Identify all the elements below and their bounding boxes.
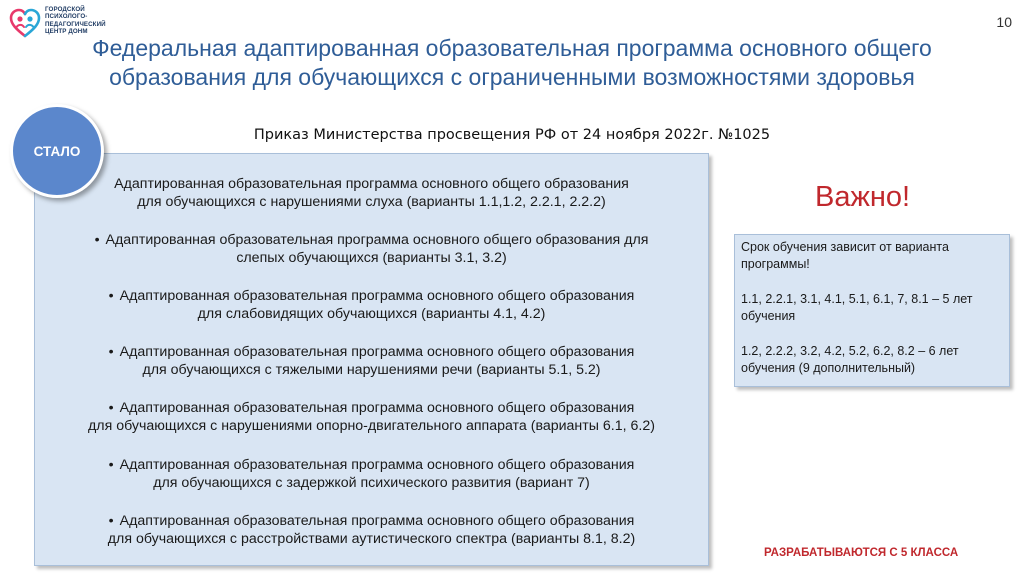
important-label: Важно! — [815, 181, 911, 213]
logo-line: ПЕДАГОГИЧЕСКИЙ — [45, 20, 106, 28]
programs-panel — [34, 153, 709, 566]
program-line-first — [43, 287, 700, 305]
now-badge — [10, 104, 104, 198]
heart-people-logo-icon — [8, 6, 42, 40]
program-item — [43, 456, 700, 492]
program-line: слепых обучающихся (варианты 3.1, 3.2) — [236, 250, 507, 266]
program-line: Адаптированная образовательная программа основного общего образования — [119, 344, 635, 360]
bullet: • — [108, 513, 114, 529]
info-paragraph: 1.1, 2.2.1, 3.1, 4.1, 5.1, 6.1, 7, 8.1 – 5 лет обучения — [741, 292, 973, 323]
program-line: Адаптированная образовательная программа основного общего образования — [119, 400, 635, 416]
program-item — [43, 175, 700, 211]
program-line-first — [43, 231, 700, 249]
program-line: для обучающихся с нарушениями опорно-двигательного аппарата (варианты 6.1, 6.2) — [88, 418, 655, 434]
info-paragraph: Срок обучения зависит от варианта программы! — [741, 240, 949, 271]
page-number: 10 — [996, 14, 1012, 30]
bullet: • — [108, 400, 114, 416]
logo-line: ПСИХОЛОГО- — [45, 13, 88, 21]
program-item — [43, 343, 700, 379]
bullet: • — [108, 344, 114, 360]
program-line-first — [43, 512, 700, 530]
slide-title: Федеральная адаптированная образовательная программа основного общего образования для обучающихся с ограниченными возможностями здоровья — [92, 35, 932, 90]
info-paragraph: 1.2, 2.2.2, 3.2, 4.2, 5.2, 6.2, 8.2 – 6 лет обучения (9 дополнительный) — [741, 344, 959, 375]
program-item — [43, 512, 700, 548]
bullet: • — [108, 457, 114, 473]
program-line: Адаптированная образовательная программа основного общего образования — [119, 288, 635, 304]
program-line: для обучающихся с тяжелыми нарушениями речи (варианты 5.1, 5.2) — [142, 362, 601, 378]
grade-footnote: РАЗРАБАТЫВАЮТСЯ С 5 КЛАССА — [764, 547, 959, 559]
program-line: Адаптированная образовательная программа основного общего образования — [119, 513, 635, 529]
program-line: для обучающихся с нарушениями слуха (варианты 1.1,1.2, 2.2.1, 2.2.2) — [137, 194, 606, 210]
order-subtitle: Приказ Министерства просвещения РФ от 24 ноября 2022г. №1025 — [253, 127, 771, 143]
bullet: • — [94, 232, 100, 248]
logo-line: ГОРОДСКОЙ — [45, 6, 85, 13]
program-item — [43, 231, 700, 267]
program-item — [43, 399, 700, 435]
logo-text — [45, 6, 106, 35]
program-list — [35, 154, 708, 565]
now-badge-label: СТАЛО — [33, 143, 81, 159]
program-line: Адаптированная образовательная программа основного общего образования для — [105, 232, 649, 248]
program-line-first — [43, 456, 700, 474]
program-line: для слабовидящих обучающихся (варианты 4.1, 4.2) — [197, 306, 546, 322]
duration-info-box — [734, 234, 1010, 387]
program-line: для обучающихся с расстройствами аутистического спектра (варианты 8.1, 8.2) — [107, 531, 636, 547]
program-item — [43, 287, 700, 323]
logo-line: ЦЕНТР ДОНМ — [45, 27, 88, 35]
program-line: Адаптированная образовательная программа основного общего образования — [114, 176, 629, 192]
bullet: • — [108, 288, 114, 304]
program-line-first — [43, 343, 700, 361]
program-line: Адаптированная образовательная программа основного общего образования — [119, 457, 635, 473]
program-line-first — [43, 399, 700, 417]
program-line: для обучающихся с задержкой психического развития (вариант 7) — [153, 475, 590, 491]
